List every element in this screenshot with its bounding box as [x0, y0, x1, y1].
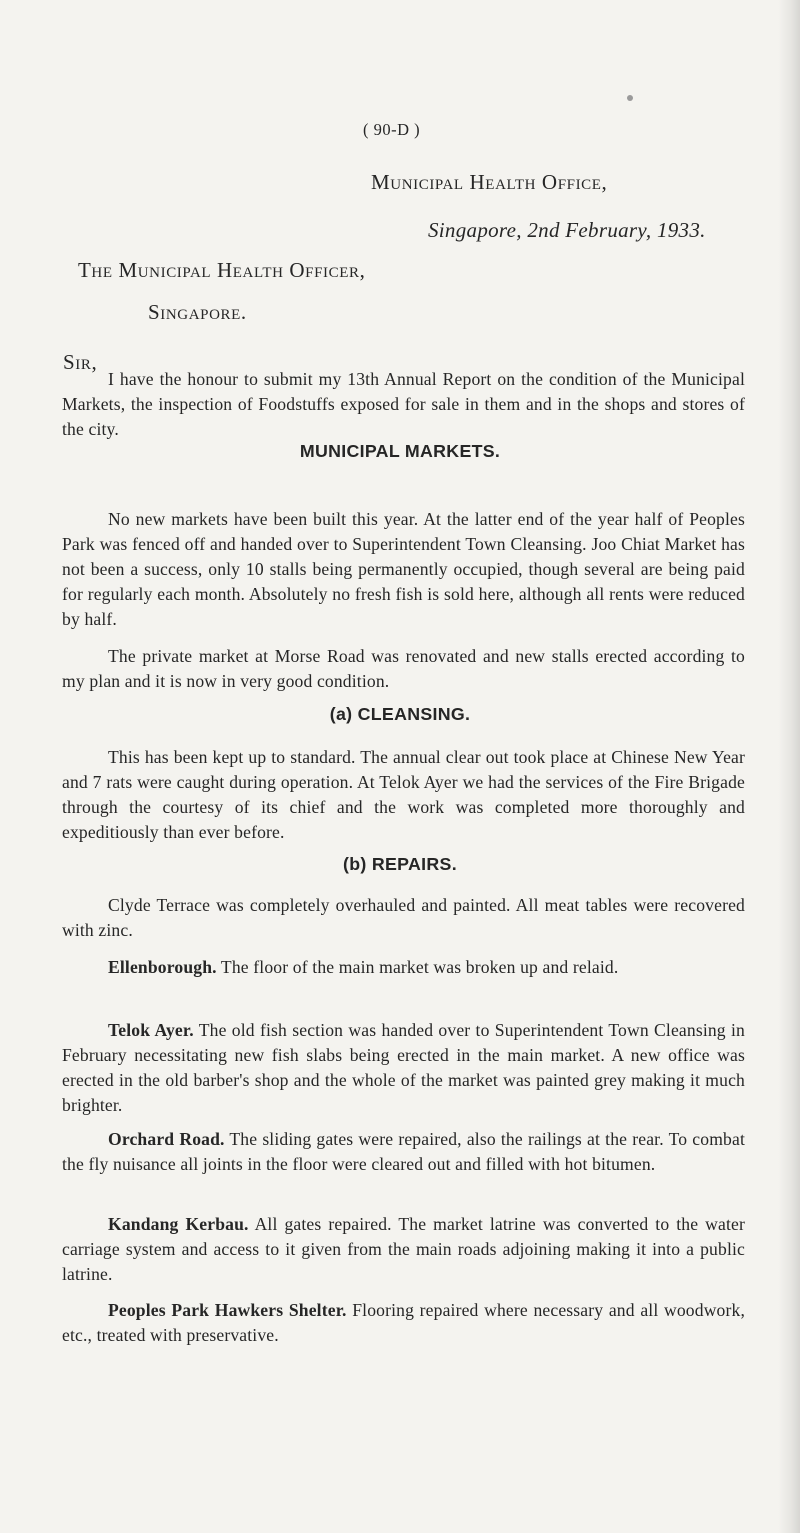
markets-paragraph-2: The private market at Morse Road was renovated and new stalls erected according to my plan and it is now in very good condition.: [62, 646, 745, 691]
intro-paragraph: I have the honour to submit my 13th Annual Report on the condition of the Municipal Markets, the inspection of Foodstuffs exposed for sale in them and in the shops and stores of the city.: [62, 369, 745, 439]
addressee-title: The Municipal Health Officer,: [78, 258, 366, 282]
salutation: Sir,: [63, 350, 98, 374]
page-edge-shadow: [778, 0, 800, 1533]
ellenborough-label: Ellenborough.: [108, 957, 217, 977]
cleansing-paragraph: This has been kept up to standard. The annual clear out took place at Chinese New Year and 7 rats were caught during operation. At Telok Ayer we had the services of the Fire Brigade through the courtesy of its chief and the work was completed more thoroughly and expeditiously than ever before.: [62, 747, 745, 842]
heading-municipal-markets: MUNICIPAL MARKETS.: [299, 441, 501, 461]
orchard-road-label: Orchard Road.: [108, 1129, 225, 1149]
telok-ayer-label: Telok Ayer.: [108, 1020, 194, 1040]
heading-cleansing: (a) CLEANSING.: [329, 704, 471, 724]
repairs-peoples-park: [62, 1298, 745, 1348]
repairs-clyde-terrace: Clyde Terrace was completely overhauled and painted. All meat tables were recovered with zinc.: [62, 895, 745, 940]
addressee-city: Singapore.: [148, 300, 247, 324]
letterhead-office: Municipal Health Office,: [371, 170, 608, 194]
orchard-road-text: The sliding gates were repaired, also the railings at the rear. To combat the fly nuisance all joints in the floor were cleared out and filled with hot bitumen.: [62, 1129, 745, 1174]
page-number: ( 90-D ): [363, 120, 421, 139]
repairs-ellenborough: [62, 955, 745, 980]
repairs-telok-ayer: [62, 1018, 745, 1118]
peoples-park-label: Peoples Park Hawkers Shelter.: [108, 1300, 347, 1320]
ellenborough-text: The floor of the main market was broken up and relaid.: [216, 957, 619, 977]
repairs-orchard-road: [62, 1127, 745, 1177]
peoples-park-text: Flooring repaired where necessary and all woodwork, etc., treated with preservative.: [62, 1300, 746, 1345]
markets-paragraph-1: No new markets have been built this year. At the latter end of the year half of Peoples Park was fenced off and handed over to Superintendent Town Cleansing. Joo Chiat Market has not been a success, only 10 stalls being permanently occupied, though several are being paid for regularly each month. Absolutely no fresh fish is sold here, although all rents were reduced by half.: [62, 509, 745, 629]
letter-date: Singapore, 2nd February, 1933.: [428, 218, 706, 242]
telok-ayer-text: The old fish section was handed over to Superintendent Town Cleansing in February necessitating new fish slabs being erected in the main market. A new office was erected in the old barber's shop and the whole of the market was painted grey making it much brighter.: [62, 1020, 746, 1115]
kandang-kerbau-text: All gates repaired. The market latrine was converted to the water carriage system and access to it given from the main roads adjoining making it into a public latrine.: [62, 1214, 745, 1284]
heading-repairs: (b) REPAIRS.: [343, 854, 457, 874]
kandang-kerbau-label: Kandang Kerbau.: [108, 1214, 249, 1234]
repairs-kandang-kerbau: [62, 1212, 745, 1287]
ink-speck: [627, 95, 633, 101]
